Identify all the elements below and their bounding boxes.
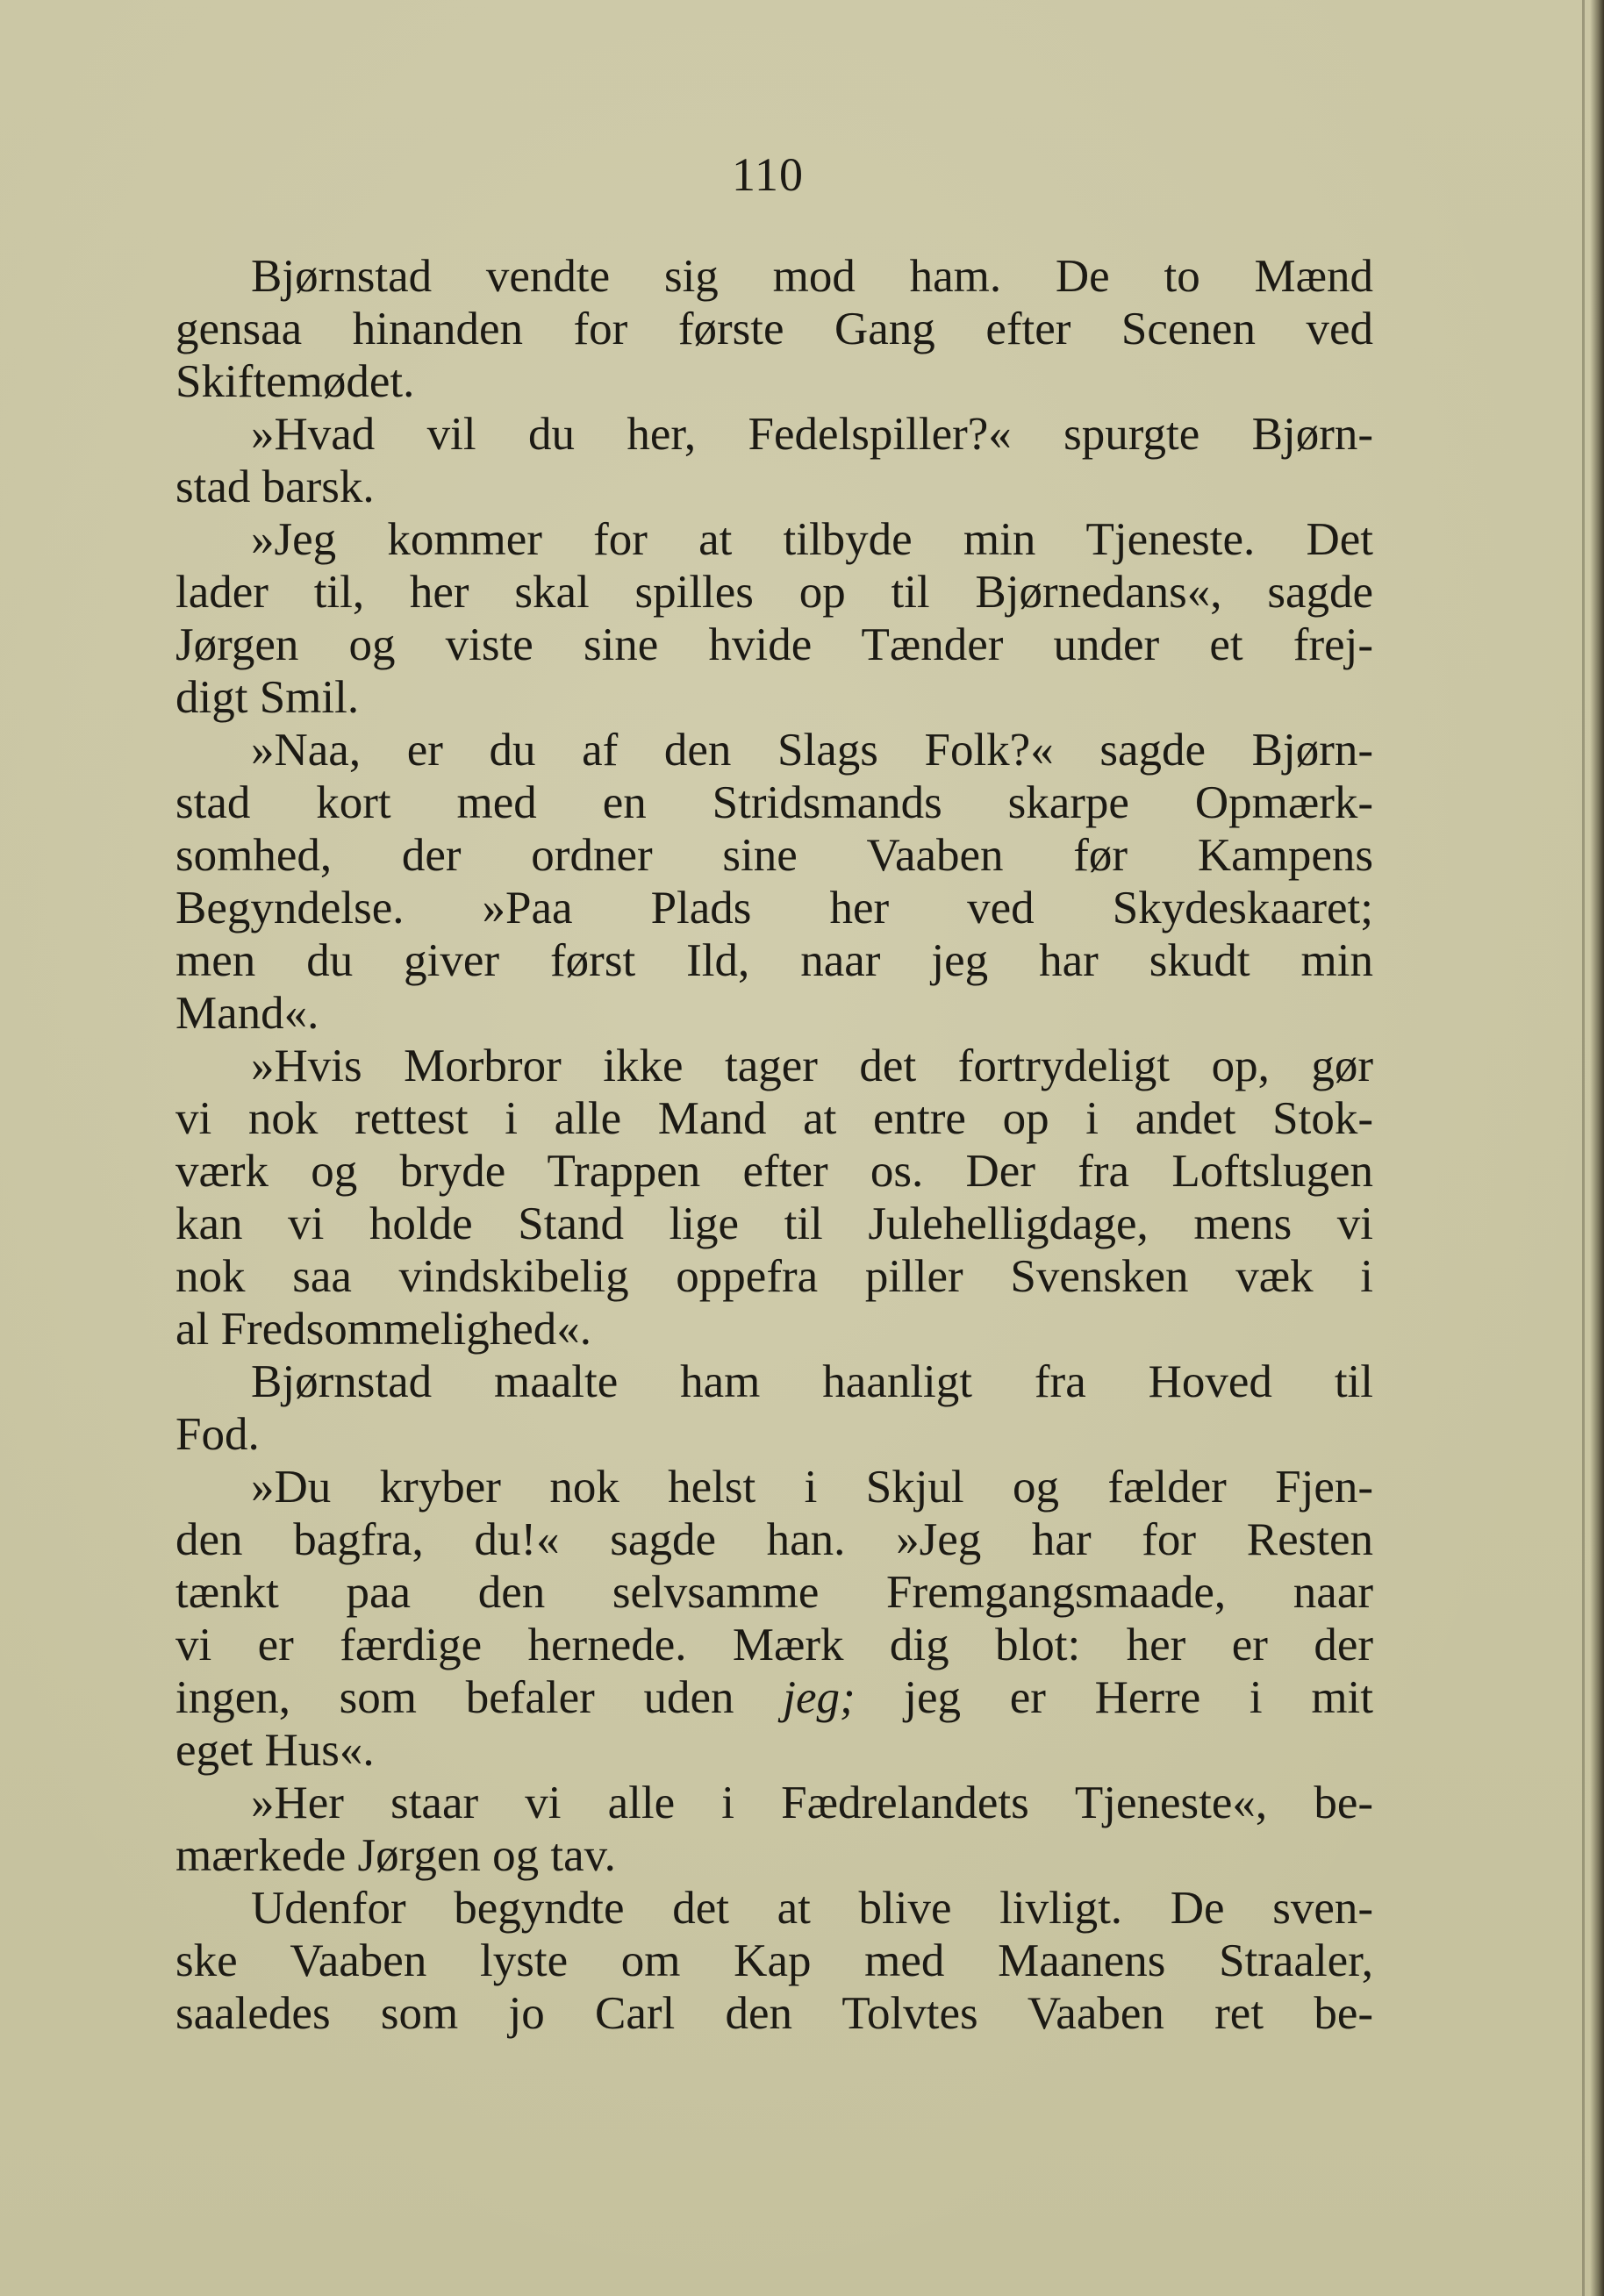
text-line: somhed, der ordner sine Vaaben før Kampens bbox=[175, 830, 1373, 881]
text-line: Udenfor begyndte det at blive livligt. De sven- bbox=[251, 1883, 1373, 1934]
text-line: værk og bryde Trappen efter os. Der fra Loftslugen bbox=[175, 1146, 1373, 1197]
text-line: »Jeg kommer for at tilbyde min Tjeneste. Det bbox=[251, 514, 1373, 565]
text-line: digt Smil. bbox=[175, 672, 360, 723]
text-line: »Hvad vil du her, Fedelspiller?« spurgte Bjørn- bbox=[251, 409, 1373, 460]
text-line: Jørgen og viste sine hvide Tænder under et frej- bbox=[175, 619, 1373, 670]
text-line: Mand«. bbox=[175, 988, 319, 1039]
text-line: eget Hus«. bbox=[175, 1725, 375, 1776]
text-line: Skiftemødet. bbox=[175, 356, 415, 407]
text-line: vi er færdige hernede. Mærk dig blot: her er der bbox=[175, 1620, 1373, 1670]
text-line: tænkt paa den selvsamme Fremgangsmaade, naar bbox=[175, 1567, 1373, 1618]
text-line: Fod. bbox=[175, 1409, 260, 1460]
text-line: den bagfra, du!« sagde han. »Jeg har for Resten bbox=[175, 1514, 1373, 1565]
text-line: Bjørnstad maalte ham haanligt fra Hoved til bbox=[251, 1356, 1373, 1407]
text-line: saaledes som jo Carl den Tolvtes Vaaben ret be- bbox=[175, 1988, 1373, 2039]
text-line: ingen, som befaler uden jeg; jeg er Herre i mit bbox=[175, 1672, 1373, 1723]
text-line: »Hvis Morbror ikke tager det fortrydeligt op, gør bbox=[251, 1041, 1373, 1091]
text-line: Bjørnstad vendte sig mod ham. De to Mænd bbox=[251, 251, 1373, 302]
text-line: stad kort med en Stridsmands skarpe Opmærk- bbox=[175, 777, 1373, 828]
text-line: mærkede Jørgen og tav. bbox=[175, 1830, 616, 1881]
text-line: Begyndelse. »Paa Plads her ved Skydeskaaret; bbox=[175, 883, 1373, 933]
text-line: ske Vaaben lyste om Kap med Maanens Straaler, bbox=[175, 1935, 1373, 1986]
text-line: »Du kryber nok helst i Skjul og fælder Fjen- bbox=[251, 1462, 1373, 1513]
text-line: »Her staar vi alle i Fædrelandets Tjeneste«, be- bbox=[251, 1777, 1373, 1828]
text-line: stad barsk. bbox=[175, 461, 375, 512]
page-number: 110 bbox=[732, 148, 804, 201]
text-line: »Naa, er du af den Slags Folk?« sagde Bjørn- bbox=[251, 725, 1373, 776]
text-line: vi nok rettest i alle Mand at entre op i andet Stok- bbox=[175, 1093, 1373, 1144]
emphasized-word: jeg; bbox=[783, 1672, 856, 1723]
text-line: kan vi holde Stand lige til Julehelligdage, mens vi bbox=[175, 1198, 1373, 1249]
text-line: nok saa vindskibelig oppefra piller Svensken væk i bbox=[175, 1251, 1373, 1302]
page-edge-shadow bbox=[1590, 0, 1604, 2296]
text-line: men du giver først Ild, naar jeg har skudt min bbox=[175, 935, 1373, 986]
text-line: lader til, her skal spilles op til Bjørnedans«, sagde bbox=[175, 567, 1373, 618]
body-text bbox=[175, 250, 1373, 2040]
text-line: gensaa hinanden for første Gang efter Scenen ved bbox=[175, 304, 1373, 354]
text-line: al Fredsommelighed«. bbox=[175, 1304, 591, 1355]
page-edge-line bbox=[1582, 0, 1585, 2296]
